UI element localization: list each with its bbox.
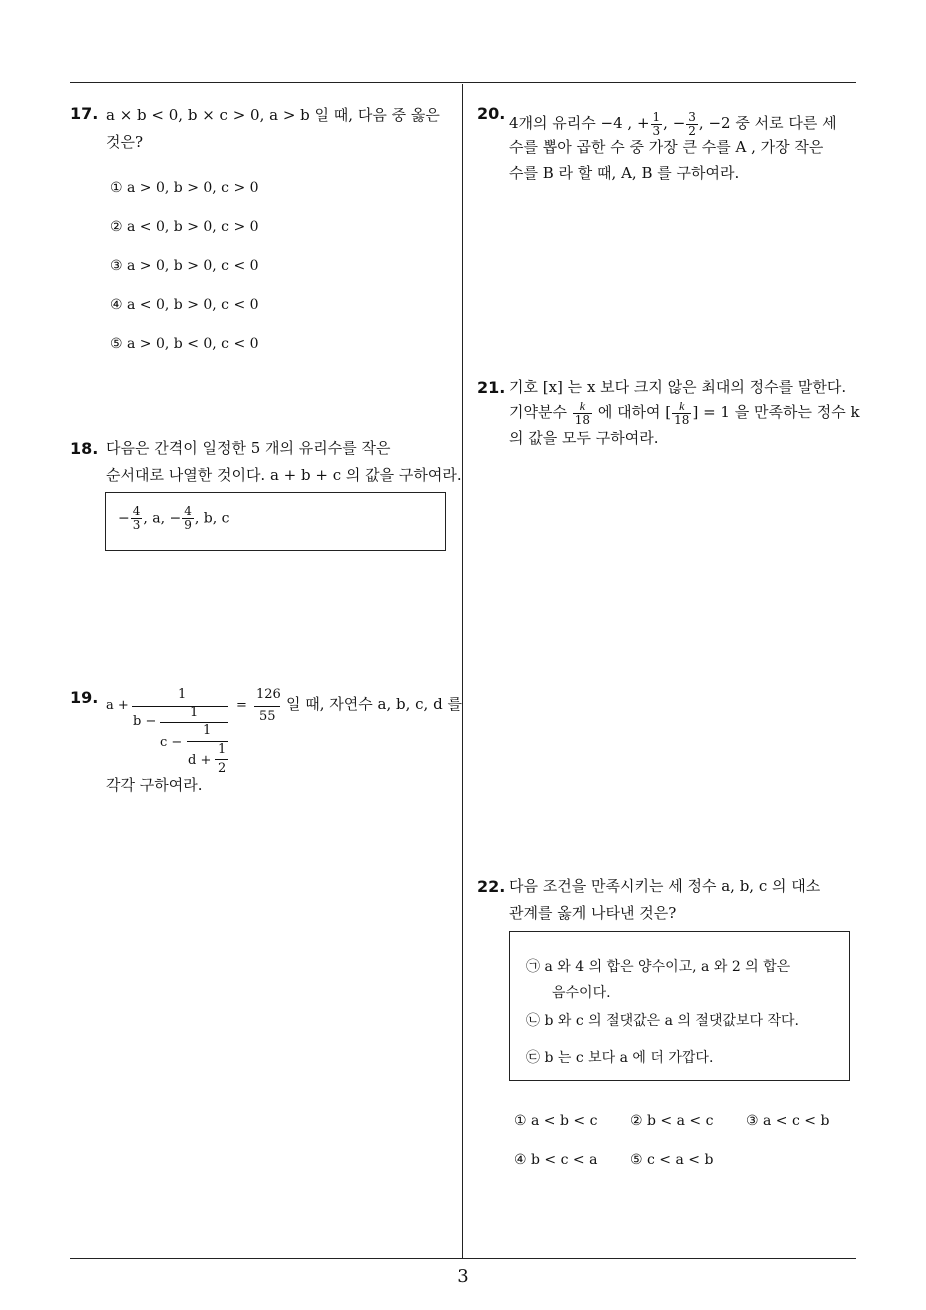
answer-choice-3[interactable]: ③ a > 0, b > 0, c < 0 [110, 258, 259, 274]
answer-choice-4[interactable]: ④ b < c < a [514, 1152, 598, 1168]
cf-fraction-bar-2 [160, 722, 228, 723]
answer-choice-5[interactable]: ⑤ a > 0, b < 0, c < 0 [110, 336, 259, 352]
fraction-k-18: $\frac{k}{18}$ [574, 398, 591, 427]
fraction-neg-4-3: $\frac{4}{3}$ [132, 504, 141, 532]
question-text-line: 기호 [x] 는 x 보다 크지 않은 최대의 정수를 말한다. [509, 378, 847, 396]
cf-one-mid: 1 [190, 705, 199, 720]
answer-choice-3[interactable]: ③ a < c < b [746, 1113, 830, 1129]
condition-3: ㉢ b 는 c 보다 a 에 더 가깝다. [526, 1050, 714, 1066]
question-text-line: 일 때, 자연수 a, b, c, d 를 [286, 695, 462, 713]
question-text-line: 순서대로 나열한 것이다. a + b + c 의 값을 구하여라. [106, 466, 462, 484]
question-text-line: 것은? [106, 133, 144, 151]
cf-rhs-bar [254, 706, 280, 707]
question-text-line: 수를 뽑아 곱한 수 중 가장 큰 수를 A , 가장 작은 [509, 138, 824, 156]
q20-text-part: , −2 중 서로 다른 세 [698, 114, 837, 132]
question-text-line: 다음은 간격이 일정한 5 개의 유리수를 작은 [106, 439, 391, 457]
q21-text-part: ] = 1 을 만족하는 정수 k [692, 403, 860, 421]
cf-c-minus: c − [160, 735, 183, 750]
cf-fraction-bar-1 [132, 706, 228, 707]
fraction-neg-4-9: $\frac{4}{9}$ [184, 504, 192, 532]
q21-text-part: 에 대하여 [ [597, 403, 672, 421]
question-number: 17. [70, 104, 99, 123]
condition-1-cont: 음수이다. [552, 985, 611, 1001]
fraction-k-18-bracket: $\frac{k}{18}$ [674, 398, 690, 427]
question-number: 22. [477, 877, 506, 896]
top-rule [70, 82, 856, 83]
question-number: 18. [70, 439, 99, 458]
cf-one-low: 1 [203, 723, 212, 738]
sequence-content [118, 505, 230, 532]
cf-half-num: 1 [218, 742, 227, 757]
question-number: 19. [70, 688, 99, 707]
q20-text-part: , − [663, 114, 686, 132]
column-divider [462, 84, 463, 1258]
question-text-line [509, 399, 860, 427]
cf-equals: = [236, 698, 247, 713]
cf-fraction-bar-4 [215, 759, 228, 760]
minus-sign: − [118, 510, 130, 527]
answer-choice-4[interactable]: ④ a < 0, b > 0, c < 0 [110, 297, 259, 313]
cf-b-minus: b − [133, 714, 157, 729]
cf-one-top: 1 [178, 687, 187, 702]
question-text-line: 관계를 옳게 나타낸 것은? [509, 904, 677, 922]
question-number: 21. [477, 378, 506, 397]
question-text-line: 의 값을 모두 구하여라. [509, 429, 659, 447]
fraction-3-2: $\frac{3}{2}$ [688, 109, 696, 138]
question-text-line: a × b < 0, b × c > 0, a > b 일 때, 다음 중 옳은 [106, 106, 440, 124]
answer-choice-2[interactable]: ② b < a < c [630, 1113, 714, 1129]
question-number: 20. [477, 104, 506, 123]
condition-1: ㉠ a 와 4 의 합은 양수이고, a 와 2 의 합은 [526, 959, 791, 975]
sequence-tail: , b, c [194, 510, 230, 527]
answer-choice-1[interactable]: ① a < b < c [514, 1113, 598, 1129]
question-text-line: 다음 조건을 만족시키는 세 정수 a, b, c 의 대소 [509, 877, 821, 895]
sequence-mid: , a, − [143, 510, 182, 527]
sequence-box [105, 492, 446, 551]
cf-d-plus: d + [188, 753, 212, 768]
answer-choice-5[interactable]: ⑤ c < a < b [630, 1152, 714, 1168]
cf-rhs-den: 55 [259, 709, 276, 724]
question-text-line: 수를 B 라 할 때, A, B 를 구하여라. [509, 164, 740, 182]
condition-2: ㉡ b 와 c 의 절댓값은 a 의 절댓값보다 작다. [526, 1013, 799, 1029]
q21-text-part: 기약분수 [509, 403, 567, 421]
cf-rhs-num: 126 [256, 687, 281, 702]
fraction-1-3: $\frac{1}{3}$ [652, 109, 661, 138]
page-number: 3 [457, 1266, 469, 1287]
q20-text-part: 4개의 유리수 −4 , + [509, 114, 650, 132]
question-text-line: 각각 구하여라. [106, 776, 203, 794]
cf-half-den: 2 [218, 761, 227, 776]
conditions-box [509, 931, 850, 1081]
bottom-rule [70, 1258, 856, 1259]
answer-choice-1[interactable]: ① a > 0, b > 0, c > 0 [110, 180, 259, 196]
answer-choice-2[interactable]: ② a < 0, b > 0, c > 0 [110, 219, 259, 235]
cf-a-plus: a + [106, 698, 129, 713]
